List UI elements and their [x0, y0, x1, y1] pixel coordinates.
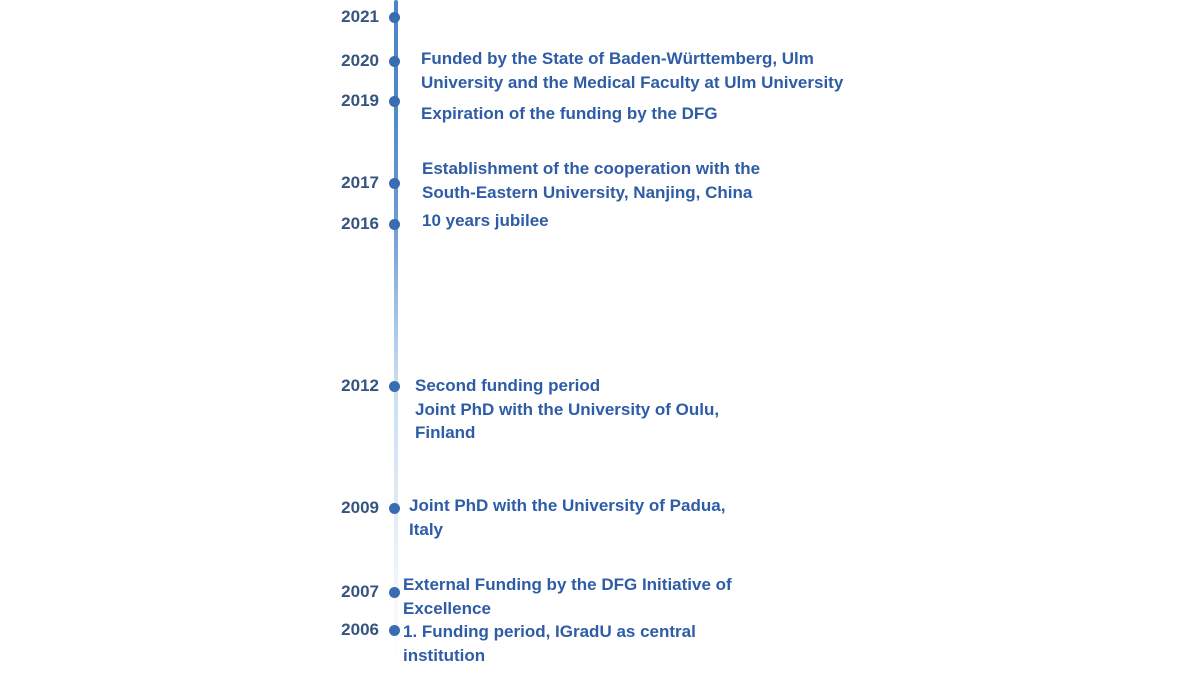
event-text-line: Second funding period — [415, 376, 601, 395]
event-text-line: Finland — [415, 423, 476, 442]
timeline-event-text — [422, 209, 549, 233]
timeline-year-label: 2017 — [341, 173, 379, 192]
timeline-dot — [389, 587, 400, 598]
timeline-event-text — [403, 620, 696, 667]
event-text-line: Expiration of the funding by the DFG — [421, 104, 718, 123]
event-text-line: Excellence — [403, 598, 491, 618]
timeline-dot — [389, 381, 400, 392]
timeline-year-label: 2009 — [341, 498, 379, 517]
timeline-event-text — [409, 494, 725, 541]
event-text-line: South-Eastern University, Nanjing, China — [422, 182, 753, 202]
timeline-dot — [389, 625, 400, 636]
event-text-line: Italy — [409, 519, 444, 539]
timeline-event-text — [421, 102, 718, 126]
timeline-dot — [389, 12, 400, 23]
event-text-line: 1. Funding period, IGradU as central — [403, 622, 696, 641]
event-text-line: Funded by the State of Baden-Württemberg, Ulm — [421, 49, 814, 68]
timeline-event-text — [422, 157, 760, 204]
timeline-year-label: 2021 — [341, 7, 379, 26]
event-text-line: Establishment of the cooperation with the — [422, 159, 761, 178]
event-text-line: University and the Medical Faculty at Ulm University — [421, 72, 844, 92]
timeline-dot — [389, 56, 400, 67]
event-text-line: Joint PhD with the University of Padua, — [409, 496, 726, 515]
timeline-event-text — [421, 47, 843, 94]
timeline-event-text — [403, 573, 732, 620]
timeline-year-label: 2006 — [341, 620, 379, 639]
timeline-dot — [389, 219, 400, 230]
event-text-line: 10 years jubilee — [422, 211, 549, 230]
timeline-year-label: 2019 — [341, 91, 379, 110]
timeline-dot — [389, 178, 400, 189]
timeline-year-label: 2007 — [341, 582, 379, 601]
timeline-year-label: 2012 — [341, 376, 379, 395]
timeline-dot — [389, 96, 400, 107]
event-text-line: Joint PhD with the University of Oulu, — [415, 399, 720, 419]
event-text-line: External Funding by the DFG Initiative of — [403, 575, 732, 594]
timeline-dot — [389, 503, 400, 514]
timeline-event-text — [415, 374, 719, 445]
timeline-year-label: 2016 — [341, 214, 379, 233]
event-text-line: institution — [403, 645, 486, 665]
timeline-year-label: 2020 — [341, 51, 379, 70]
